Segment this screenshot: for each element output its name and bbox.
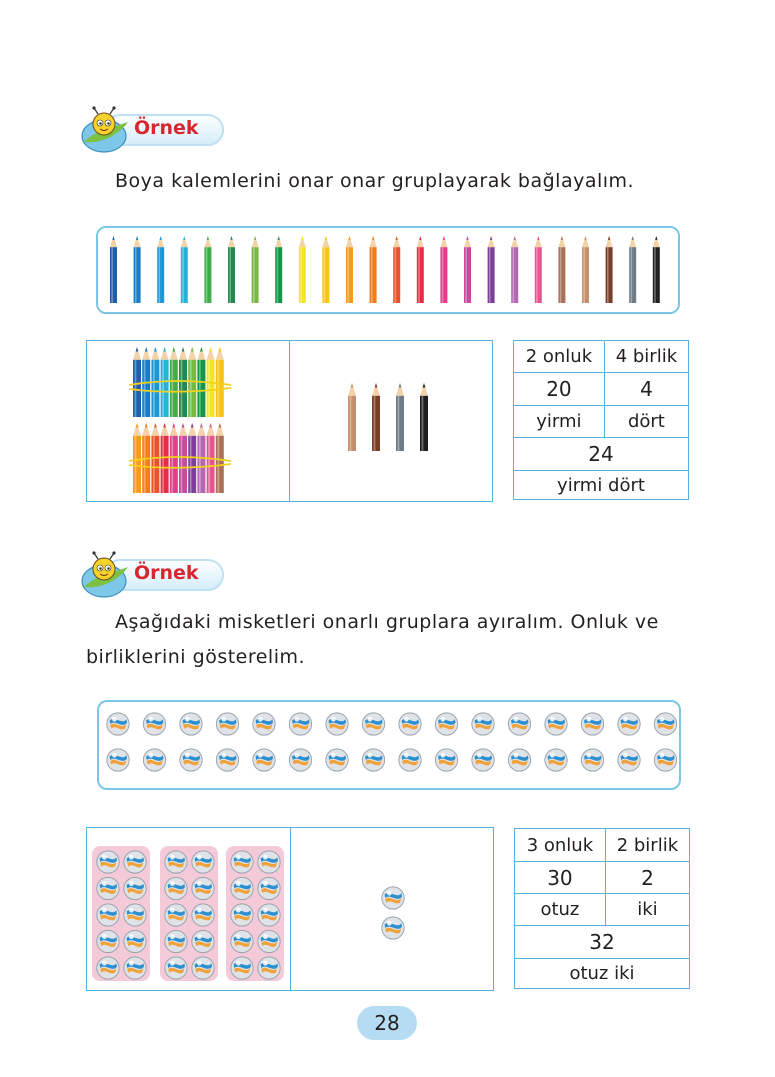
marble-icon <box>107 713 129 735</box>
marble-icon <box>231 957 253 979</box>
colored-pencil-icon <box>653 236 660 303</box>
marble-icon <box>124 877 146 899</box>
colored-pencil-icon <box>420 383 428 451</box>
pencil-bundle-2 <box>127 421 237 497</box>
tens-value: 20 <box>514 373 605 406</box>
instruction-text-line1: Aşağıdaki misketleri onarlı gruplara ayıralım. Onluk ve <box>115 611 659 633</box>
colored-pencil-icon <box>396 383 404 451</box>
example-badge <box>78 106 228 154</box>
tens-label: 2 onluk <box>514 341 605 373</box>
marble-rows <box>99 702 679 788</box>
marble-icon <box>508 713 530 735</box>
colored-pencil-icon <box>511 236 518 303</box>
example-badge-label: Örnek <box>134 562 199 584</box>
instruction-text: Boya kalemlerini onar onar gruplayarak bağlayalım. <box>115 170 635 192</box>
pencil-row <box>98 228 678 312</box>
marble-icon <box>231 904 253 926</box>
colored-pencil-icon <box>464 236 471 303</box>
marble-icon <box>192 930 214 952</box>
marble-icon <box>231 851 253 873</box>
pencil-bundle-1 <box>127 345 237 423</box>
ones-value: 2 <box>605 862 689 894</box>
colored-pencil-icon <box>346 236 353 303</box>
marble-icon <box>97 957 119 979</box>
total-value: 32 <box>515 926 690 959</box>
loose-pencils <box>342 381 442 456</box>
marble-strip <box>97 700 681 790</box>
colored-pencil-icon <box>170 423 178 493</box>
marble-icon <box>258 851 280 873</box>
ones-label: 2 birlik <box>605 829 689 862</box>
example-badge-label: Örnek <box>134 117 199 139</box>
place-value-table-2 <box>514 828 690 989</box>
ones-word: dört <box>604 406 688 438</box>
marble-group-1 <box>92 846 150 981</box>
marble-icon <box>472 713 494 735</box>
marble-icon <box>107 749 129 771</box>
colored-pencil-icon <box>179 423 187 493</box>
marble-icon <box>472 749 494 771</box>
marble-icon <box>382 887 404 909</box>
example-badge-2 <box>78 551 228 599</box>
colored-pencil-icon <box>110 236 117 303</box>
marble-icon <box>192 877 214 899</box>
total-value: 24 <box>514 438 689 471</box>
marble-icon <box>258 877 280 899</box>
colored-pencil-icon <box>216 423 224 493</box>
colored-pencil-icon <box>133 347 141 417</box>
marble-icon <box>253 713 275 735</box>
marble-icon <box>435 713 457 735</box>
marble-icon <box>192 851 214 873</box>
bee-mascot-icon <box>78 551 130 599</box>
marble-icon <box>362 749 384 771</box>
marble-icon <box>124 851 146 873</box>
colored-pencil-icon <box>181 236 188 303</box>
colored-pencil-icon <box>558 236 565 303</box>
marble-icon <box>399 749 421 771</box>
marble-icon <box>289 749 311 771</box>
marble-icon <box>545 713 567 735</box>
marble-icon <box>124 930 146 952</box>
total-word: yirmi dört <box>514 471 689 500</box>
marble-icon <box>618 749 640 771</box>
marble-icon <box>618 713 640 735</box>
tens-label: 3 onluk <box>515 829 606 862</box>
marble-icon <box>124 957 146 979</box>
marble-icon <box>581 713 603 735</box>
marble-icon <box>97 877 119 899</box>
colored-pencil-icon <box>133 423 141 493</box>
marble-icon <box>124 904 146 926</box>
marble-icon <box>192 904 214 926</box>
colored-pencil-icon <box>606 236 613 303</box>
marble-icon <box>97 904 119 926</box>
marble-icon <box>231 930 253 952</box>
marble-icon <box>165 877 187 899</box>
colored-pencil-icon <box>179 347 187 417</box>
colored-pencil-icon <box>488 236 495 303</box>
colored-pencil-icon <box>370 236 377 303</box>
marble-icon <box>180 749 202 771</box>
page-number: 28 <box>357 1006 417 1040</box>
colored-pencil-icon <box>275 236 282 303</box>
colored-pencil-icon <box>157 236 164 303</box>
marble-icon <box>289 713 311 735</box>
marble-icon <box>362 713 384 735</box>
colored-pencil-icon <box>417 236 424 303</box>
tens-word: otuz <box>515 894 606 926</box>
colored-pencil-icon <box>216 347 224 417</box>
place-value-table <box>513 340 689 500</box>
marble-icon <box>97 930 119 952</box>
instruction-text-line2: birliklerini gösterelim. <box>86 646 306 668</box>
colored-pencil-icon <box>372 383 380 451</box>
marble-icon <box>216 713 238 735</box>
ones-value: 4 <box>604 373 688 406</box>
marble-icon <box>165 851 187 873</box>
colored-pencil-icon <box>348 383 356 451</box>
marble-icon <box>165 930 187 952</box>
marble-icon <box>143 713 165 735</box>
marble-icon <box>258 904 280 926</box>
loose-marbles <box>379 884 409 944</box>
marble-icon <box>165 957 187 979</box>
marble-icon <box>326 749 348 771</box>
marble-icon <box>435 749 457 771</box>
marble-icon <box>180 713 202 735</box>
marble-icon <box>231 877 253 899</box>
marble-icon <box>253 749 275 771</box>
colored-pencil-icon <box>134 236 141 303</box>
marble-group-3 <box>226 846 284 981</box>
colored-pencil-icon <box>322 236 329 303</box>
marble-icon <box>399 713 421 735</box>
marble-icon <box>545 749 567 771</box>
marble-icon <box>192 957 214 979</box>
colored-pencil-icon <box>393 236 400 303</box>
pencil-strip <box>96 226 680 314</box>
marble-group-box <box>86 827 494 991</box>
colored-pencil-icon <box>629 236 636 303</box>
marble-icon <box>143 749 165 771</box>
marble-icon <box>382 917 404 939</box>
colored-pencil-icon <box>170 347 178 417</box>
marble-icon <box>654 713 676 735</box>
marble-icon <box>326 713 348 735</box>
ones-word: iki <box>605 894 689 926</box>
marble-icon <box>216 749 238 771</box>
marble-icon <box>97 851 119 873</box>
marble-icon <box>258 957 280 979</box>
marble-icon <box>258 930 280 952</box>
marble-icon <box>581 749 603 771</box>
marble-group-2 <box>160 846 218 981</box>
tens-value: 30 <box>515 862 606 894</box>
ones-label: 4 birlik <box>604 341 688 373</box>
colored-pencil-icon <box>582 236 589 303</box>
marble-icon <box>654 749 676 771</box>
colored-pencil-icon <box>252 236 259 303</box>
colored-pencil-icon <box>299 236 306 303</box>
total-word: otuz iki <box>515 959 690 989</box>
colored-pencil-icon <box>440 236 447 303</box>
bee-mascot-icon <box>78 106 130 154</box>
tens-word: yirmi <box>514 406 605 438</box>
colored-pencil-icon <box>228 236 235 303</box>
pencil-group-box <box>86 340 493 502</box>
colored-pencil-icon <box>204 236 211 303</box>
marble-icon <box>165 904 187 926</box>
colored-pencil-icon <box>535 236 542 303</box>
marble-icon <box>508 749 530 771</box>
